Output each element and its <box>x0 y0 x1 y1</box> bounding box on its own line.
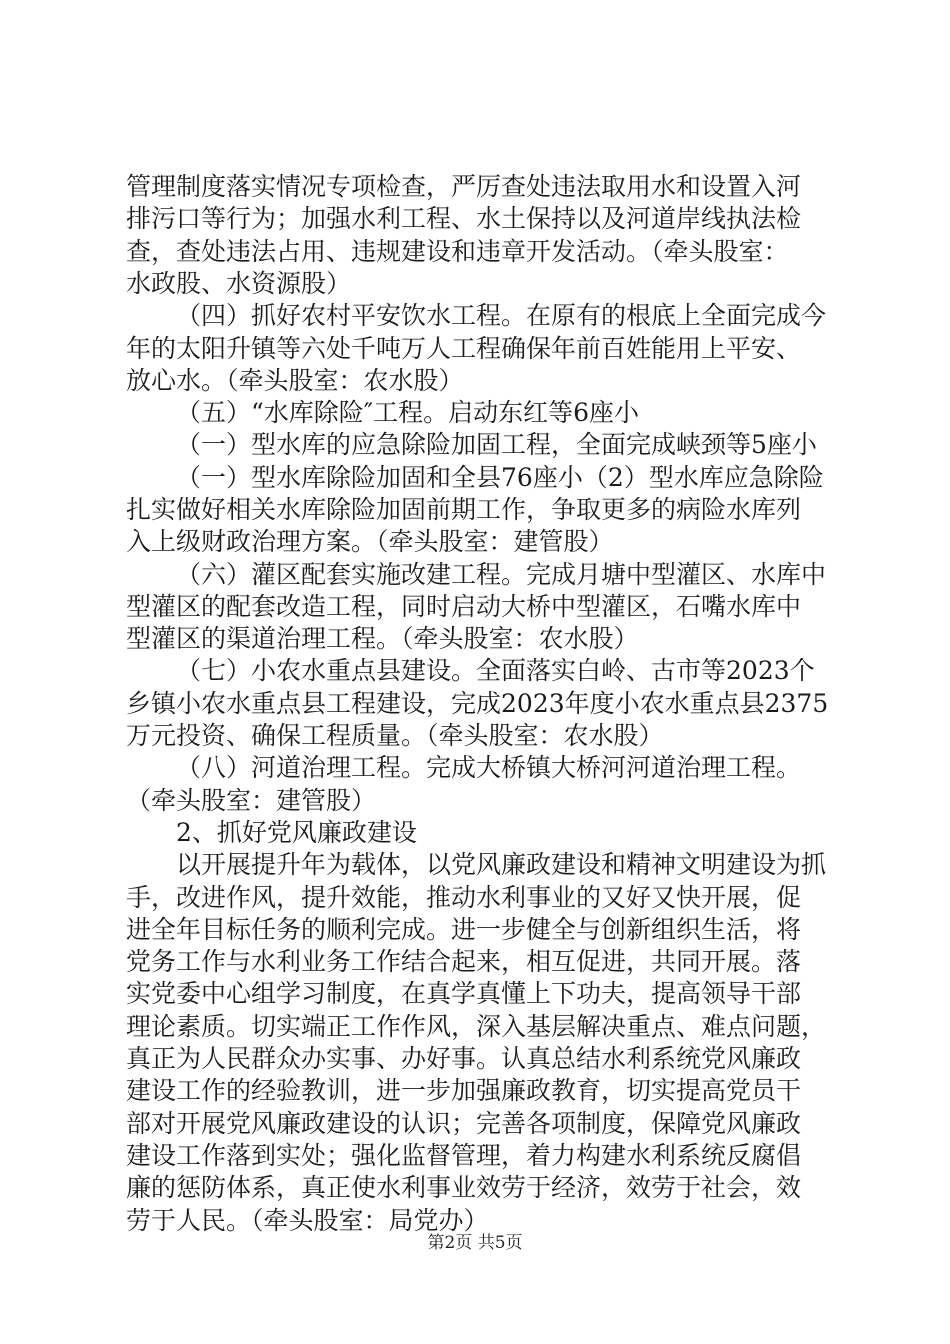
text-line: 入上级财政治理方案。（牵头股室：建管股） <box>126 527 614 556</box>
text-line: 万元投资、确保工程质量。（牵头股室：农水股） <box>126 721 664 750</box>
text-line: 乡镇小农水重点县工程建设，完成2023年度小农水重点县2375 <box>126 689 829 718</box>
text-line: （六）灌区配套实施改建工程。完成月塘中型灌区、水库中 <box>176 560 827 589</box>
text-line: 查，查处违法占用、违规建设和违章开发活动。（牵头股室： <box>126 237 789 266</box>
text-line: 水政股、水资源股） <box>126 269 352 298</box>
text-line: 劳于人民。（牵头股室：局党办） <box>126 1206 489 1235</box>
text-line: （八）河道治理工程。完成大桥镇大桥河河道治理工程。 <box>176 753 802 782</box>
text-line: 型灌区的配套改造工程，同时启动大桥中型灌区，石嘴水库中 <box>126 592 802 621</box>
text-line: 廉的惩防体系，真正使水利事业效劳于经济，效劳于社会，效 <box>126 1173 802 1202</box>
text-line: （四）抓好农村平安饮水工程。在原有的根底上全面完成今 <box>176 301 827 330</box>
text-line: 2、抓好党风廉政建设 <box>176 818 417 847</box>
text-line: 型灌区的渠道治理工程。（牵头股室：农水股） <box>126 624 639 653</box>
text-line: 建设工作落到实处；强化监督管理，着力构建水利系统反腐倡 <box>126 1141 802 1170</box>
text-line: 年的太阳升镇等六处千吨万人工程确保年前百姓能用上平安、 <box>126 334 802 363</box>
text-line: 建设工作的经验教训，进一步加强廉政教育，切实提高党员干 <box>126 1076 802 1105</box>
text-line: 放心水。（牵头股室：农水股） <box>126 366 464 395</box>
text-line: 党务工作与水利业务工作结合起来，相互促进，共同开展。落 <box>126 947 802 976</box>
text-line: 理论素质。切实端正工作作风，深入基层解决重点、难点问题， <box>126 1012 827 1041</box>
text-line: 管理制度落实情况专项检查，严厉查处违法取用水和设置入河 <box>126 172 802 201</box>
text-line: 部对开展党风廉政建设的认识；完善各项制度，保障党风廉政 <box>126 1109 802 1138</box>
text-line: 真正为人民群众办实事、办好事。认真总结水利系统党风廉政 <box>126 1044 802 1073</box>
text-line: 实党委中心组学习制度，在真学真懂上下功夫，提高领导干部 <box>126 979 802 1008</box>
page-footer: 第2页 共5页 <box>427 1233 523 1253</box>
text-line: （一）型水库的应急除险加固工程，全面完成峡颈等5座小 <box>176 430 817 459</box>
text-line: （五）“水库除险″工程。启动东红等6座小 <box>176 398 640 427</box>
text-line: 排污口等行为；加强水利工程、水土保持以及河道岸线执法检 <box>126 204 802 233</box>
text-line: （牵头股室：建管股） <box>126 786 377 815</box>
text-line: 以开展提升年为载体，以党风廉政建设和精神文明建设为抓 <box>176 850 827 879</box>
text-line: 进全年目标任务的顺利完成。进一步健全与创新组织生活，将 <box>126 915 802 944</box>
text-line: （七）小农水重点县建设。全面落实白岭、古市等2023个 <box>176 656 815 685</box>
text-line: （一）型水库除险加固和全县76座小（2）型水库应急除险 <box>176 463 824 492</box>
text-line: 扎实做好相关水库除险加固前期工作，争取更多的病险水库列 <box>126 495 802 524</box>
text-line: 手，改进作风，提升效能，推动水利事业的又好又快开展，促 <box>126 883 802 912</box>
